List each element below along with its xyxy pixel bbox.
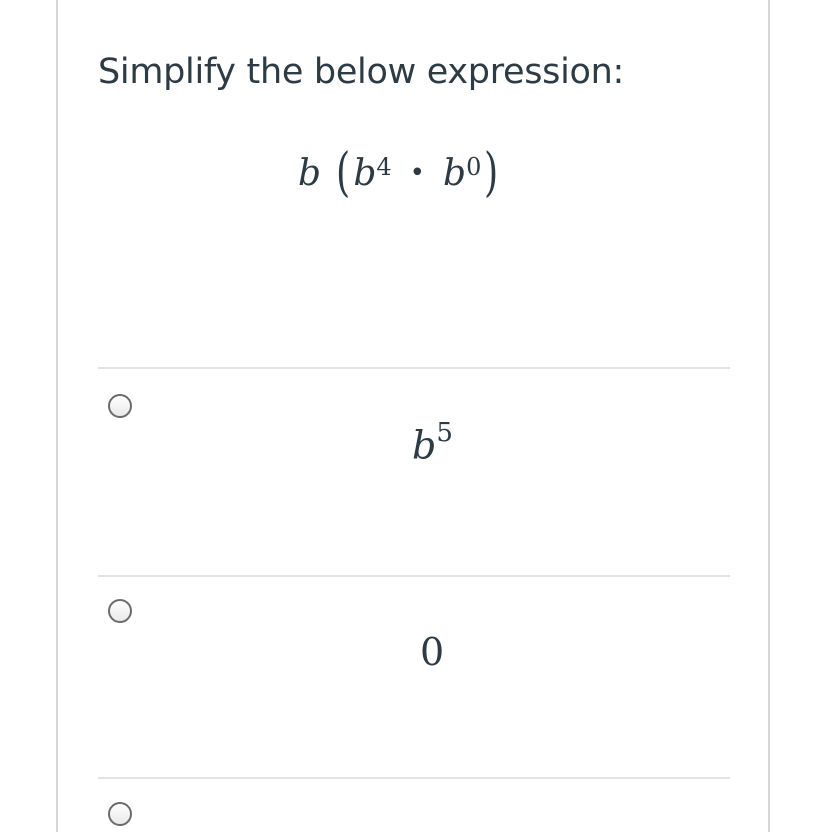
answer-radio-1[interactable] <box>108 394 132 418</box>
question-card <box>56 0 770 832</box>
answer-radio-2[interactable] <box>108 599 132 623</box>
question-prompt: Simplify the below expression: <box>98 52 625 92</box>
answer-option-2[interactable]: 0 <box>420 630 445 674</box>
expr-open-paren: ( <box>336 143 351 203</box>
expr-term2-exponent: 0 <box>466 153 482 181</box>
answer-radio-3[interactable] <box>108 802 132 826</box>
answer-divider <box>98 575 730 577</box>
expr-outer-variable: b <box>298 152 322 194</box>
expr-close-paren: ) <box>484 143 499 203</box>
expr-term2-base: b <box>443 152 467 194</box>
question-expression <box>298 138 502 208</box>
answer-divider <box>98 777 730 779</box>
answer-option-1[interactable] <box>412 418 453 468</box>
expr-term1-base: b <box>353 152 377 194</box>
answer-divider <box>98 367 730 369</box>
expr-term1-exponent: 4 <box>376 153 392 181</box>
answer-1-exponent: 5 <box>436 418 453 448</box>
answer-1-base: b <box>412 423 437 468</box>
expr-multiply-dot: • <box>409 158 426 188</box>
